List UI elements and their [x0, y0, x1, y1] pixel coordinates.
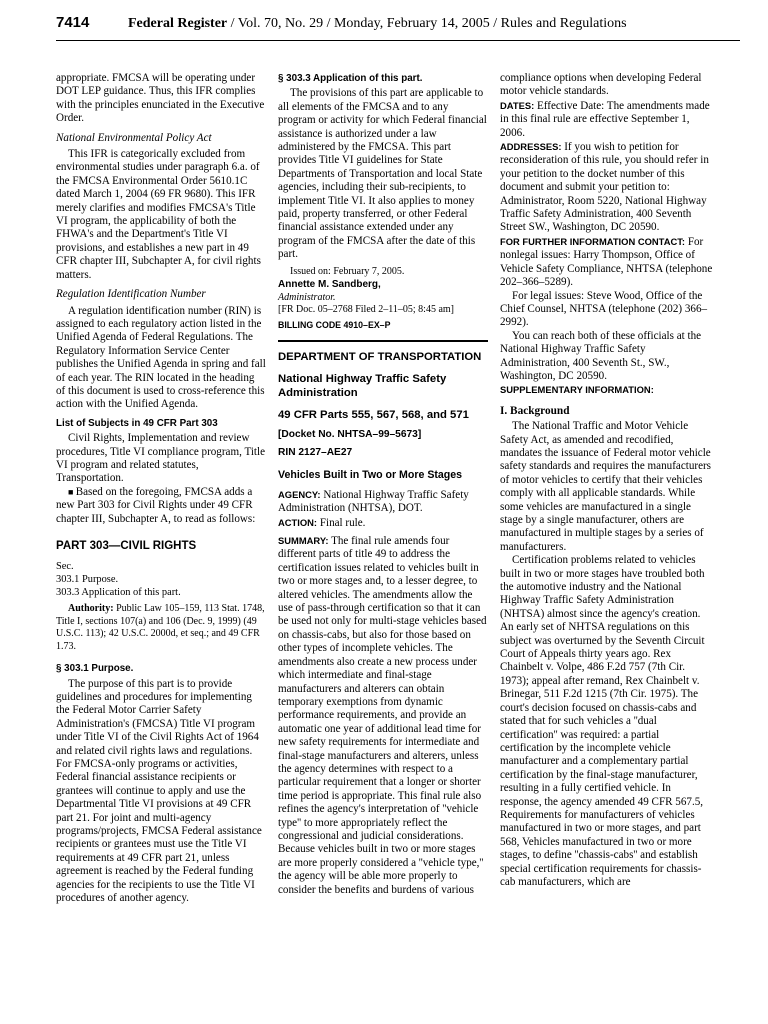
agency-label: AGENCY:: [278, 488, 321, 500]
department: DEPARTMENT OF TRANSPORTATION: [278, 351, 482, 363]
paragraph: Civil Rights, Implementation and review procedures, Title VI compliance program, Title VI program and related statutes, Transportation.: [56, 432, 266, 485]
summary-field: [278, 534, 488, 897]
contact-text: For nonlegal issues: Harry Thompson, Office of Vehicle Safety Compliance, NHTSA (telephone 202–366–5289).: [500, 235, 713, 289]
addresses-text: If you wish to petition for reconsideration of this rule, you should refer in your petition to the docket number of this document and submit your petition to: Administrator, Room 5220, National Highway Traffic Safety Administration, 400 Seventh Street SW., Washington, DC 20590.: [500, 141, 709, 234]
paragraph: Certification problems related to vehicles built in two or more stages have troubled both the automotive industry and the National Highway Traffic Safety Administration (NHTSA) almost since the agency's creation. An early set of NHTSA regulations on this subject was overturned by the Seventh Circuit Court of Appeals thirty years ago. Rex Chainbelt v. Volpe, 486 F.2d 757 (7th Cir. 1973); appeal after remand, Rex Chainbelt v. Brinegar, 511 F.2d 1215 (7th Cir. 1975). The court's decision focused on chassis-cabs and stated that for such vehicles a ''dual certification'' was required: a partial certification by the incomplete vehicle manufacturer and a complementary partial certification by the final-stage manufacturer, resulting in a fully certified vehicle. In response, the agency amended 49 CFR 567.5, Requirements for manufacturers of vehicles manufactured in two or more stages, and part 568, Vehicles manufactured in two or more stages, to define ''chassis-cabs'' and establish special certification requirements for chassis-cab manufacturers, which are: [500, 554, 705, 888]
contact-field: [500, 235, 714, 290]
addresses-label: ADDRESSES:: [500, 141, 562, 153]
dates-field: [500, 99, 714, 140]
authority-text: Public Law 105–159, 113 Stat. 1748, Title I, sections 107(a) and 106 (Dec. 9, 1999) (49 U.S.C. 113); 42 U.S.C. 2000d, et seq.; and 49 CFR 1.73.: [56, 603, 265, 652]
table-of-contents: [56, 561, 266, 599]
agency-name: National Highway Traffic Safety Administration: [278, 373, 447, 399]
column-2: [278, 72, 488, 897]
section-heading: § 303.1 Purpose.: [56, 663, 134, 675]
agency-text: National Highway Traffic Safety Administration (NHTSA), DOT.: [278, 488, 469, 515]
paragraph: The provisions of this part are applicable to all elements of the FMCSA and to any program or activity for which Federal financial assistance is authorized under a law administered by the FMCSA. This part provides Title VI guidelines for State Departments of Transportation and local State agencies, including their sub-recipients, to implement Title VI. It also applies to money paid, property transferred, or other Federal financial assistance extended under any program of the FMCSA after the date of this part.: [278, 87, 487, 261]
page-number: 7414: [56, 14, 90, 31]
issued-date: Issued on: February 7, 2005.: [290, 265, 405, 277]
divider: [278, 340, 488, 342]
part-title: PART 303—CIVIL RIGHTS: [56, 540, 197, 552]
paragraph: ■ Based on the foregoing, FMCSA adds a new Part 303 for Civil Rights under 49 CFR chapter III, Subchapter A, to read as follows:: [56, 486, 266, 526]
docket-number: [Docket No. NHTSA–99–5673]: [278, 429, 422, 440]
issue-info: / Vol. 70, No. 29 / Monday, February 14, 2005 / Rules and Regulations: [227, 16, 627, 31]
signer-title: Administrator.: [278, 291, 336, 303]
summary-text: The final rule amends four different parts of title 49 to address the certification issues related to vehicles built in two or more stages and, to a lesser degree, to altered vehicles. The amendments allow the use of pass-through certification so that it can be used not only for multi-stage vehicles based on chassis-cabs, but also for those based on other types of incomplete vehicles. The amendments also create a new process under which intermediate and final-stage manufacturers and alterers can obtain temporary exemptions from dynamic performance requirements, and provide an automatic one year of additional lead time for new safety requirements for intermediate and final-stage manufacturers and alterers, unless the agency determines with respect to a particular requirement that a longer or shorter time period is appropriate. This final rule also refines the agency's interpretation of ''vehicle type'' to more appropriately reflect the congressional and judicial considerations. Because vehicles built in two or more stages are more properly considered a ''vehicle type,'' the agency will be able more properly to consider the benefits and burdens of various: [278, 535, 487, 896]
paragraph: For legal issues: Steve Wood, Office of the Chief Counsel, NHTSA (telephone (202) 366–2992).: [500, 289, 708, 329]
running-header: [56, 14, 740, 41]
subjects-heading: List of Subjects in 49 CFR Part 303: [56, 417, 218, 429]
signer-name: Annette M. Sandberg,: [278, 279, 381, 291]
section-heading: § 303.3 Application of this part.: [278, 73, 423, 84]
cfr-parts: 49 CFR Parts 555, 567, 568, and 571: [278, 409, 469, 421]
summary-label: SUMMARY:: [278, 535, 329, 547]
action-field: [278, 516, 488, 530]
toc-label: Sec.: [56, 561, 74, 573]
journal-name: Federal Register: [128, 16, 228, 31]
header-text: [128, 16, 627, 32]
agency-field: [278, 488, 488, 516]
section-heading: I. Background: [500, 404, 570, 417]
paragraph: appropriate. FMCSA will be operating under DOT LEP guidance. Thus, this IFR complies with the principles enunciated in the Executive Order.: [56, 72, 265, 125]
paragraph: The National Traffic and Motor Vehicle Safety Act, as amended and recodified, mandates the issuance of Federal motor vehicle safety standards and requires the manufacturers of motor vehicles to certify that their vehicles comply with all applicable standards. While some vehicles are manufactured in a single stage by a single manufacturer, others are manufactured in multiple stages by a series of manufacturers.: [500, 420, 712, 553]
addresses-field: [500, 140, 714, 235]
action-text: Final rule.: [317, 516, 366, 529]
paragraph: This IFR is categorically excluded from environmental studies under paragraph 6.a. of the FMCSA Environmental Order 5610.1C dated March 1, 2004 (69 FR 9680). This IFR merely clarifies and modifies FMCSA's Title VI program, the applicability of both the FHWA's and the Department's Title VI provisions, and establishes a new part in 49 CFR chapter III, Subchapter A, for civil rights matters.: [56, 148, 261, 281]
toc-item: 303.3 Application of this part.: [56, 586, 181, 598]
action-label: ACTION:: [278, 516, 318, 528]
contact-label: FOR FURTHER INFORMATION CONTACT:: [500, 235, 686, 247]
paragraph: compliance options when developing Federal motor vehicle standards.: [500, 72, 702, 98]
column-1: [56, 72, 266, 906]
toc-item: 303.1 Purpose.: [56, 574, 119, 585]
authority: [56, 603, 266, 653]
paragraph: A regulation identification number (RIN) is assigned to each regulatory action listed in the Unified Agenda of Federal Regulations. The Regulatory Information Service Center publishes the Unified Agenda in spring and fall of each year. The RIN located in the heading of this document is used to cross-reference this action with the Unified Agenda.: [56, 304, 266, 411]
paragraph: The purpose of this part is to provide guidelines and procedures for implementing the Federal Motor Carrier Safety Administration's (FMCSA) Title VI program under Title VI of the Civil Rights Act of 1964 and related civil rights laws and regulations. For FMCSA-only programs or activities, Federal financial assistance recipients or grantees will continue to apply and use the Departmental Title VI provisions at 49 CFR part 21. For joint and multi-agency programs/projects, FMCSA Federal assistance recipients or grantees must use the Title VI requirements at 49 CFR part 21, unless agreement is reached by the Federal funding agencies for the recipients to use the Title VI procedures of another agency.: [56, 677, 262, 905]
paragraph: You can reach both of these officials at the National Highway Traffic Safety Administration, 400 Seventh St., SW., Washington, DC 20590.: [500, 329, 702, 382]
rule-title: Vehicles Built in Two or More Stages: [278, 468, 463, 481]
column-3: [500, 72, 714, 889]
fr-doc: [FR Doc. 05–2768 Filed 2–11–05; 8:45 am]: [278, 304, 455, 316]
supplementary-label: SUPPLEMENTARY INFORMATION:: [500, 384, 654, 396]
dates-text: Effective Date: The amendments made in this final rule are effective September 1, 2006.: [500, 99, 710, 139]
billing-code: BILLING CODE 4910–EX–P: [278, 319, 391, 330]
authority-label: Authority:: [68, 603, 114, 615]
section-heading: Regulation Identification Number: [56, 288, 206, 301]
dates-label: DATES:: [500, 99, 535, 111]
section-heading: National Environmental Policy Act: [56, 131, 212, 144]
rin: RIN 2127–AE27: [278, 447, 353, 459]
